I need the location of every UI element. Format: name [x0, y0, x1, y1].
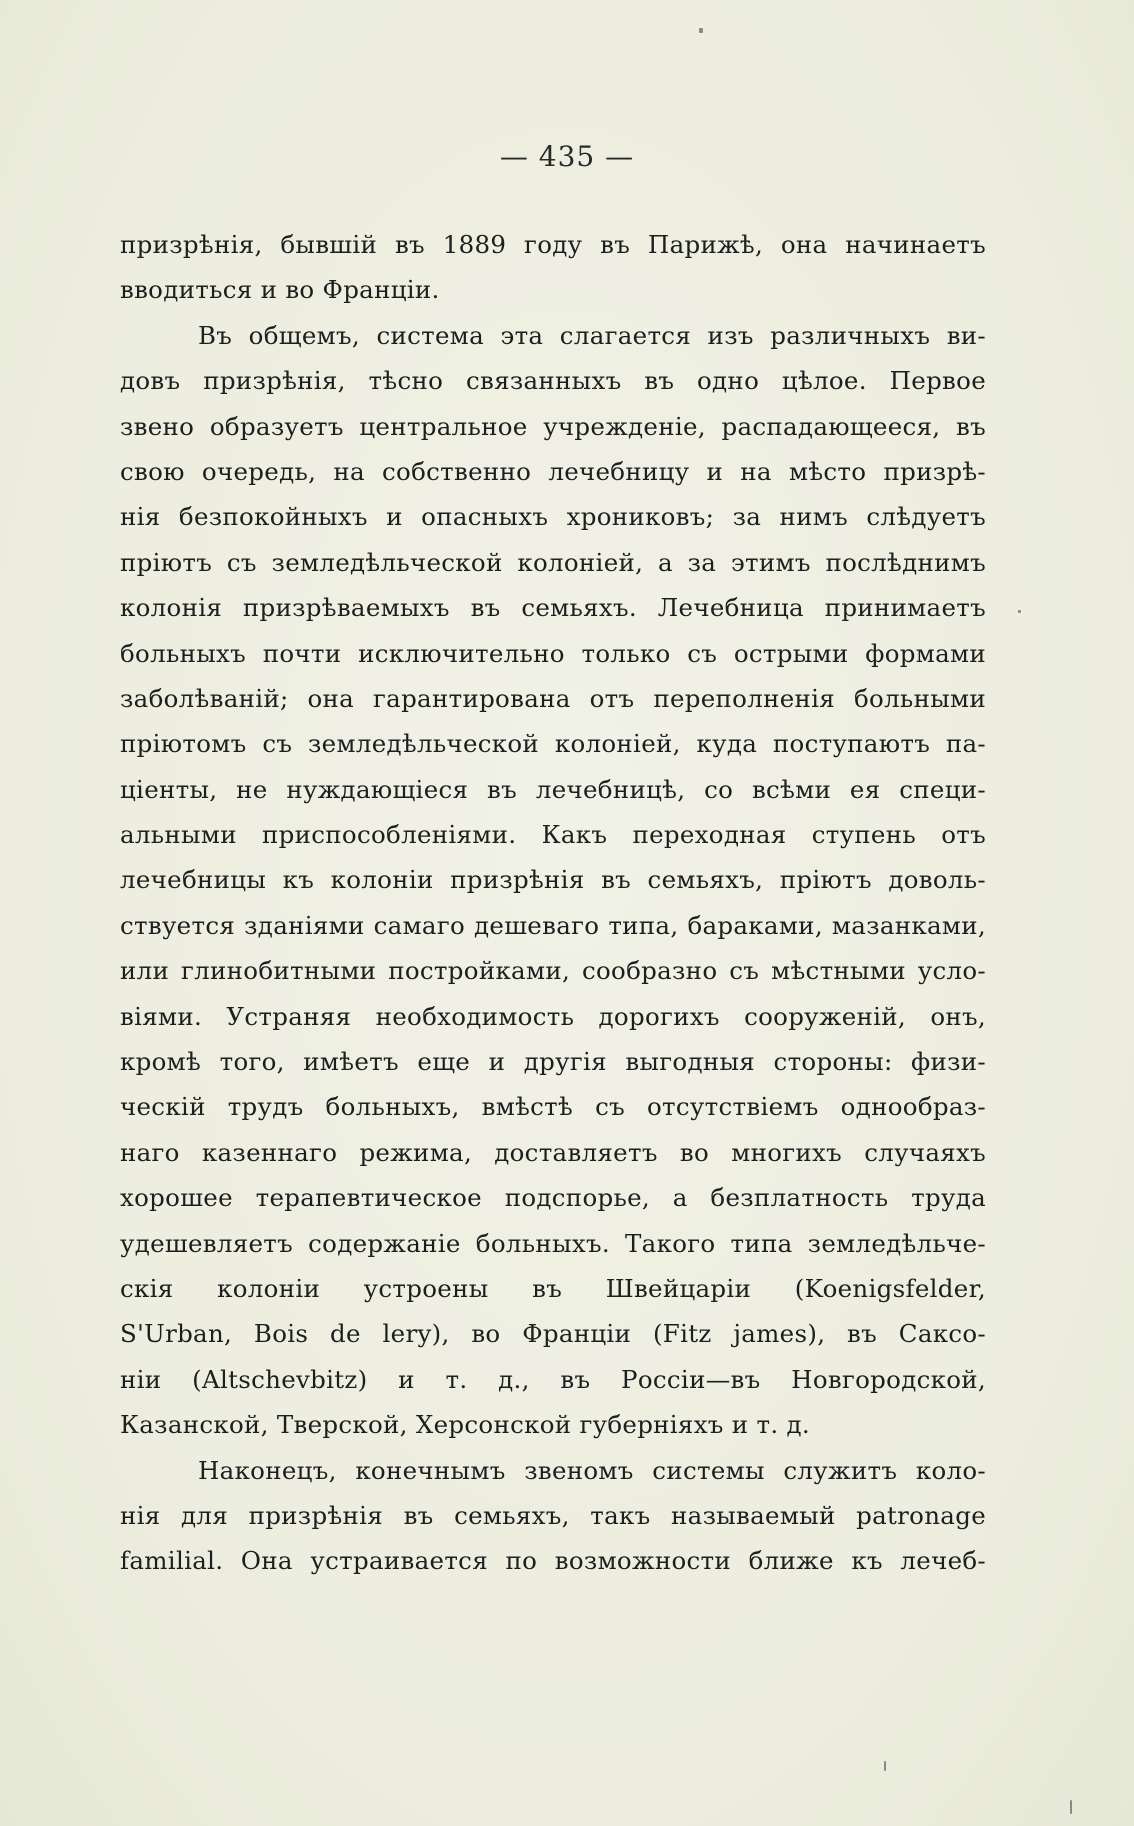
- text-line: Въ общемъ, система эта слагается изъ различныхъ ви-: [198, 320, 986, 350]
- text-line: пріютомъ съ земледѣльческой колоніей, куда поступаютъ па-: [120, 729, 986, 759]
- text-line: пріютъ съ земледѣльческой колоніей, а за этимъ послѣднимъ: [120, 547, 986, 577]
- text-line: заболѣваній; она гарантирована отъ переполненія больными: [120, 683, 986, 713]
- print-speck: [884, 1761, 886, 1771]
- text-line: свою очередь, на собственно лечебницу и на мѣсто призрѣ-: [120, 456, 986, 486]
- text-line: призрѣнія, бывшій въ 1889 году въ Парижѣ, она начинаетъ: [120, 230, 986, 259]
- text-line: ніи (Altschevbitz) и т. д., въ Россіи—въ Новгородской,: [120, 1364, 986, 1394]
- text-line: Наконецъ, конечнымъ звеномъ системы служитъ коло-: [198, 1455, 986, 1485]
- text-line: довъ призрѣнія, тѣсно связанныхъ въ одно цѣлое. Первое: [120, 366, 986, 396]
- text-line: вводиться и во Франціи.: [120, 275, 440, 305]
- print-speck: [1018, 610, 1021, 613]
- text-line: наго казеннаго режима, доставляетъ во многихъ случаяхъ: [120, 1137, 986, 1167]
- text-line: віями. Устраняя необходимость дорогихъ сооруженій, онъ,: [120, 1001, 986, 1031]
- text-line: ціенты, не нуждающіеся въ лечебницѣ, со всѣми ея специ-: [120, 774, 986, 804]
- page-number: — 435 —: [499, 140, 635, 173]
- text-line: удешевляетъ содержаніе больныхъ. Такого типа земледѣльче-: [120, 1228, 986, 1258]
- text-line: ствуется зданіями самаго дешеваго типа, бараками, мазанками,: [120, 910, 986, 940]
- text-line: нія для призрѣнія въ семьяхъ, такъ называемый patronage: [120, 1500, 986, 1530]
- body-text: [120, 222, 986, 1584]
- text-line: или глинобитными постройками, сообразно съ мѣстными усло-: [120, 956, 986, 986]
- text-line: кромѣ того, имѣетъ еще и другія выгодныя стороны: физи-: [120, 1047, 986, 1077]
- text-line: familial. Она устраивается по возможности ближе къ лечеб-: [120, 1546, 986, 1576]
- text-line: больныхъ почти исключительно только съ острыми формами: [120, 638, 986, 668]
- text-line: хорошее терапевтическое подспорье, а безплатность труда: [120, 1183, 986, 1213]
- text-line: Казанской, Тверской, Херсонской губерніяхъ и т. д.: [120, 1410, 811, 1440]
- text-line: нія безпокойныхъ и опасныхъ хрониковъ; за нимъ слѣдуетъ: [120, 502, 986, 532]
- text-line: ческій трудъ больныхъ, вмѣстѣ съ отсутствіемъ однообраз-: [120, 1092, 986, 1122]
- text-line: звено образуетъ центральное учрежденіе, распадающееся, въ: [120, 411, 986, 441]
- text-line: скія колоніи устроены въ Швейцаріи (Koenigsfelder,: [120, 1273, 986, 1303]
- text-line: колонія призрѣваемыхъ въ семьяхъ. Лечебница принимаетъ: [120, 593, 986, 623]
- text-line: альными приспособленіями. Какъ переходная ступень отъ: [120, 820, 986, 850]
- text-line: S'Urban, Bois de lery), во Франціи (Fitz james), въ Саксо-: [120, 1319, 986, 1349]
- text-line: лечебницы къ колоніи призрѣнія въ семьяхъ, пріютъ доволь-: [120, 865, 986, 895]
- print-speck: [699, 28, 703, 33]
- print-speck: [1070, 1800, 1072, 1814]
